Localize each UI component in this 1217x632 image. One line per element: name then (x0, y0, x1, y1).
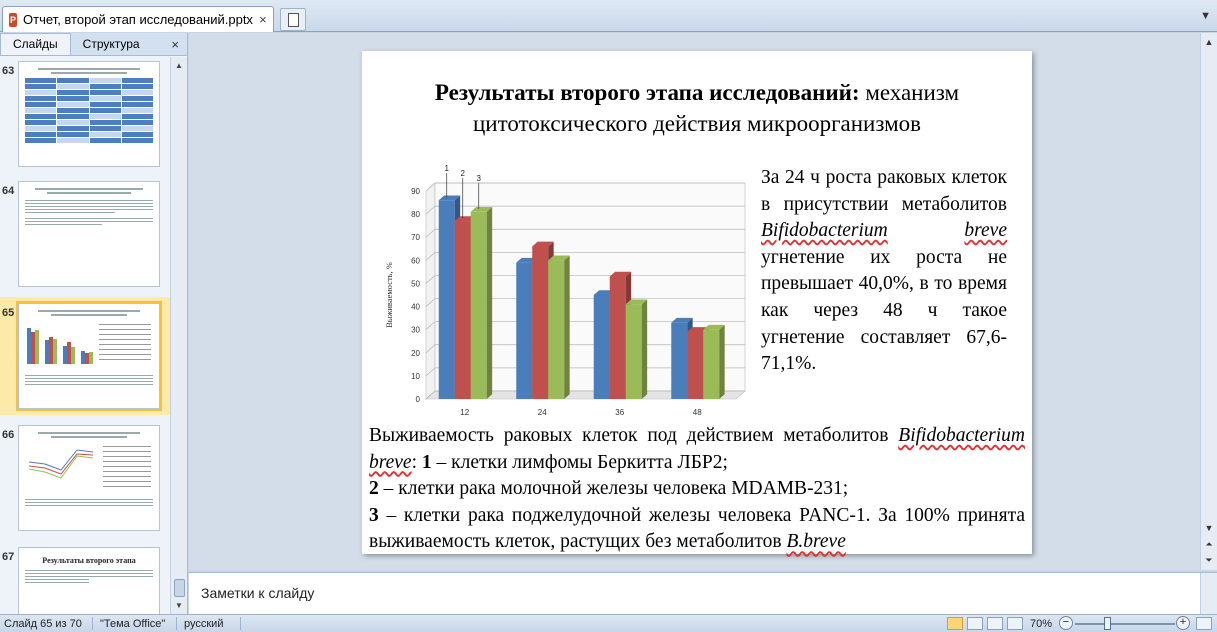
zoom-slider-thumb[interactable] (1104, 617, 1111, 630)
y-tick-label: 80 (411, 210, 420, 220)
zoom-in-button[interactable]: + (1176, 616, 1190, 630)
thumb-chart (25, 442, 155, 494)
x-tick-label: 12 (460, 408, 470, 417)
thumb-heading: Результаты второго этапа (42, 556, 136, 565)
caption-item-1: – клетки лимфомы Беркитта ЛБР2; (436, 451, 728, 473)
panel-tabs (0, 33, 187, 56)
slide-counter: Слайд 65 из 70 (4, 618, 82, 630)
caption-species: breve (369, 451, 412, 473)
bar (516, 263, 532, 399)
caption-start: Выживаемость раковых клеток под действием метаболитов (369, 425, 889, 446)
slide-title[interactable] (362, 77, 1032, 139)
caption-num-3: 3 (369, 504, 379, 526)
y-tick-label: 50 (411, 279, 420, 289)
series-label: 3 (476, 174, 481, 183)
x-tick-label: 24 (537, 408, 547, 417)
close-panel-icon[interactable]: × (171, 37, 179, 52)
y-tick-label: 20 (411, 348, 420, 358)
x-tick-label: 36 (615, 408, 625, 417)
scroll-down-icon[interactable]: ▼ (175, 601, 183, 610)
slide-thumbnail-selected[interactable] (18, 303, 160, 409)
side-text-line2: угнетение их роста не превышает 40,0%, в то время как через 48 ч такое угнетение составляет 67,6-71,1%. (761, 246, 1007, 375)
slide-thumbnail[interactable] (18, 61, 160, 167)
y-tick-label: 60 (411, 256, 420, 266)
slides-panel (0, 33, 188, 614)
bar (455, 221, 471, 399)
caption-item-2: – клетки рака молочной железы человека MDAMB-231; (383, 478, 849, 500)
scroll-thumb[interactable] (174, 579, 185, 597)
slide-thumbnails (0, 57, 170, 614)
bar (471, 212, 487, 399)
title-line2: цитотоксического действия микроорганизмов (472, 111, 922, 136)
chart-root (384, 164, 745, 421)
thumb-title-line (47, 192, 130, 194)
caption-genus: Bifidobacterium (898, 425, 1026, 446)
bar-side (642, 299, 647, 399)
notes-placeholder[interactable]: Заметки к слайду (201, 585, 315, 601)
side-text[interactable] (761, 165, 1007, 378)
thumb-title-line (51, 72, 128, 74)
previous-slide-icon[interactable]: ⏶ (1205, 539, 1213, 549)
title-bold: Результаты второго этапа исследований: (434, 80, 860, 105)
scroll-up-icon[interactable]: ▲ (1204, 37, 1214, 47)
bar (532, 246, 548, 399)
theme-name[interactable]: "Тема Office" (100, 618, 166, 630)
tab-outline[interactable]: Структура (82, 37, 140, 51)
caption-colon: : (411, 451, 418, 473)
y-tick-label: 10 (411, 371, 420, 381)
caption-num-1: 1 (421, 451, 432, 473)
new-tab-button[interactable] (280, 8, 306, 31)
slide-thumbnail[interactable] (18, 181, 160, 287)
document-tab[interactable] (2, 6, 274, 32)
chevron-down-icon[interactable]: ▼ (1200, 10, 1211, 22)
slide-thumbnail[interactable] (18, 547, 160, 614)
series-label: 1 (444, 164, 449, 173)
thumb-title-line (35, 188, 144, 190)
y-axis-label: Выживаемость, % (384, 262, 394, 328)
genus-name: Bifidobacterium (761, 220, 888, 242)
zoom-out-button[interactable]: − (1059, 616, 1073, 630)
bar (703, 330, 719, 399)
slide-scrollbar[interactable] (1200, 33, 1217, 570)
bar-side (487, 207, 492, 399)
thumb-chart (25, 320, 155, 370)
slide-number: 65 (2, 307, 15, 319)
bar (671, 323, 687, 399)
slide-number: 63 (2, 65, 15, 77)
slide-number: 67 (2, 551, 15, 563)
slide-canvas[interactable] (362, 51, 1032, 554)
x-tick-label: 48 (692, 408, 702, 417)
next-slide-icon[interactable]: ⏷ (1205, 555, 1213, 565)
normal-view-button[interactable] (947, 617, 963, 630)
slide-number: 66 (2, 429, 15, 441)
slide-sorter-view-button[interactable] (967, 617, 983, 630)
thumbnails-scrollbar[interactable] (170, 57, 187, 614)
thumb-title-line (38, 68, 140, 70)
caption-num-2: 2 (369, 478, 379, 500)
bar (439, 200, 455, 399)
notes-scrollbar[interactable] (1200, 573, 1217, 615)
notes-pane[interactable] (189, 572, 1217, 614)
slide-thumbnail[interactable] (18, 425, 160, 531)
side-text-line1: За 24 ч роста раковых клеток в присутствии метаболитов (761, 167, 1007, 215)
zoom-level[interactable]: 70% (1030, 618, 1053, 630)
y-tick-label: 90 (411, 187, 420, 196)
close-tab-icon[interactable]: × (259, 12, 267, 27)
thumb-table (25, 78, 153, 143)
slide-number: 64 (2, 185, 15, 197)
bar-side (719, 325, 724, 399)
status-bar (0, 614, 1217, 632)
reading-view-button[interactable] (987, 617, 1003, 630)
slide-editor (189, 33, 1217, 570)
powerpoint-icon: P (10, 14, 17, 25)
caption-item-3: – клетки рака поджелудочной железы человека PANC-1. За 100% принята выживаемость клеток, растущих без метаболитов (369, 504, 1025, 553)
scroll-down-icon[interactable]: ▼ (1204, 523, 1214, 533)
slideshow-view-button[interactable] (1007, 617, 1023, 630)
document-tab-strip (0, 0, 1217, 32)
species-name: breve (964, 220, 1007, 242)
bar (548, 260, 564, 399)
page-icon (288, 13, 299, 27)
tab-slides[interactable]: Слайды (0, 33, 71, 55)
bar (594, 295, 610, 399)
bar-side (564, 256, 569, 399)
bar (626, 304, 642, 399)
y-tick-label: 70 (411, 233, 420, 243)
document-title: Отчет, второй этап исследований.pptx (23, 12, 253, 27)
language[interactable]: русский (184, 618, 224, 630)
chart-caption[interactable] (369, 423, 1025, 556)
caption-species-abbrev: B.breve (786, 531, 846, 553)
scroll-up-icon[interactable]: ▲ (175, 61, 183, 70)
bar (610, 277, 626, 399)
survival-bar-chart[interactable] (370, 159, 752, 421)
zoom-slider-track[interactable] (1075, 623, 1175, 625)
y-tick-label: 40 (411, 302, 420, 312)
bar (687, 332, 703, 399)
y-tick-label: 30 (411, 325, 420, 335)
y-tick-label: 0 (415, 395, 420, 404)
title-rest: механизм (865, 80, 960, 105)
fit-to-window-button[interactable] (1196, 617, 1212, 630)
chart-side-wall (426, 183, 435, 399)
series-label: 2 (460, 169, 465, 178)
